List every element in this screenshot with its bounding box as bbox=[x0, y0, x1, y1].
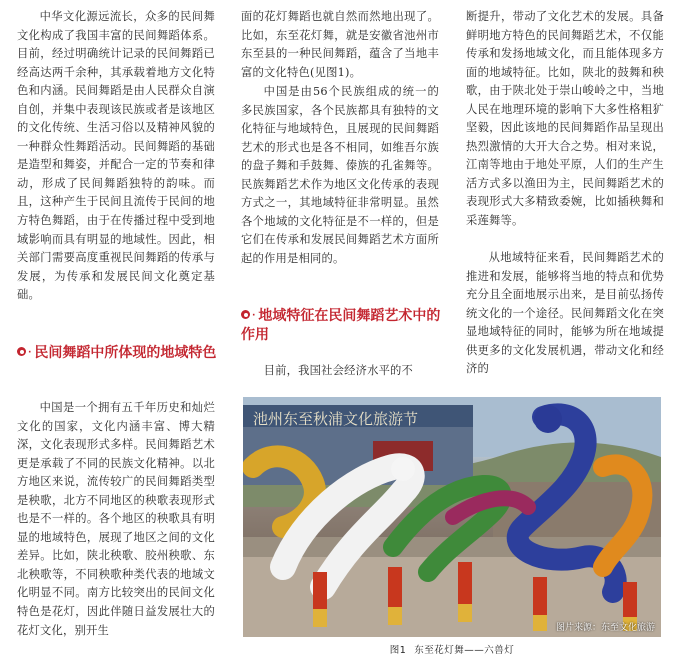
caption-label: 图1 bbox=[389, 645, 407, 656]
section-heading-text: 地域特征在民间舞蹈艺术中的作用 bbox=[241, 308, 441, 343]
arrow-icon: · bbox=[252, 311, 256, 321]
dance-photo-illustration bbox=[243, 397, 661, 637]
section-heading bbox=[17, 344, 217, 363]
body-paragraph: 目前，我国社会经济水平的不 bbox=[263, 364, 414, 377]
section-heading bbox=[241, 307, 441, 345]
column-2-lower bbox=[241, 362, 439, 381]
circle-bullet-icon bbox=[17, 347, 26, 356]
caption-text: 东至花灯舞——六兽灯 bbox=[414, 645, 515, 656]
body-paragraph: 中华文化源远流长，众多的民间舞文化构成了我国丰富的民间舞蹈体系。目前，经过明确统计记录的民间舞蹈已经高达两千余种，其承载着地方文化特色和内涵。民间舞蹈是由人民群众自演自创，并集中表现该民族或者是该地区的文化传统、生活习俗以及精神风貌的一种群众性舞蹈活动。民间舞蹈的基础是造型和舞姿，并配合一定的节奏和律动，形成了民间舞蹈独特的韵味。而且，这种产生于民间且流传于民间的地方特色舞蹈，由于在传播过程中受到地域影响而具有明显的地域性。因此，相关部门需要高度重视民间舞蹈的传承与发展，为传承和发展民间文化奠定基础。 bbox=[17, 10, 215, 302]
section-heading-text: 民间舞蹈中所体现的地域特色 bbox=[34, 345, 217, 361]
figure-caption bbox=[243, 642, 661, 656]
body-paragraph: 中国是一个拥有五千年历史和灿烂文化的国家，文化内涵丰富、博大精深，文化表现形式多样。民间舞蹈艺术更是承载了不同的民族文化精神。以北方地区来说，流传较广的民间舞蹈类型是秧歌，北方不同地区的秧歌表现形式也是不一样的。各个地区的秧歌具有明显的地域特色，展现了地区之间的文化差异。比如，陕北秧歌、胶州秧歌、东北秧歌等，不同秧歌种类代表的地域文化明显不同。南方比较突出的民间文化特色是花灯，因此伴随日益发展壮大的花灯文化，别开生 bbox=[17, 401, 215, 637]
photo-credit: 图片来源：东至文化旅游 bbox=[555, 623, 655, 633]
banner-text: 池州东至秋浦文化旅游节 bbox=[253, 410, 419, 428]
body-paragraph: 从地域特征来看，民间舞蹈艺术的推进和发展，能够将当地的特点和优势充分且全面地展示出来，是目前弘扬传统文化的一个途径。民间舞蹈文化在突显地域特征的同时，能够为所在地域提供更多的文化发展机遇，带动文化和经济的 bbox=[466, 251, 664, 376]
body-paragraph: 断提升，带动了文化艺术的发展。具备鲜明地方特色的民间舞蹈艺术，不仅能传承和发扬地域文化，而且能体现多方面的地域特征。比如，陕北的鼓舞和秧歌，由于陕北处于崇山峻岭之中，当地人民在地理环境的影响下大多性格粗犷坚毅，因此该地的民间舞蹈作品呈现出热烈激情的大开大合之势。相对来说，江南等地由于地处平原，人们的生产生活方式多以渔田为主，民间舞蹈艺术的表现形式大多精致委婉，比如插秧舞和采莲舞等。 bbox=[466, 10, 664, 228]
arrow-icon: · bbox=[28, 348, 32, 358]
column-1-lower bbox=[17, 399, 215, 640]
figure-photo bbox=[243, 397, 661, 637]
body-paragraph: 中国是由56个民族组成的统一的多民族国家，各个民族都具有独特的文化特征与地域特色，且展现的民间舞蹈艺术的形式也是各不相同，如维吾尔族的盘子舞和手鼓舞、傣族的孔雀舞等。民族舞蹈艺术作为地区文化传承的表现方式之一，其地域特征非常明显。虽然各个地域的文化特征是不一样的，但是它们在传承和发展民间舞蹈艺术方面所起的作用是相同的。 bbox=[241, 85, 439, 265]
body-paragraph: 面的花灯舞蹈也就自然而然地出现了。比如，东至花灯舞，就是安徽省池州市东至县的一种民间舞蹈，蕴含了当地丰富的文化特色(见图1)。 bbox=[241, 10, 439, 79]
circle-bullet-icon bbox=[241, 310, 250, 319]
